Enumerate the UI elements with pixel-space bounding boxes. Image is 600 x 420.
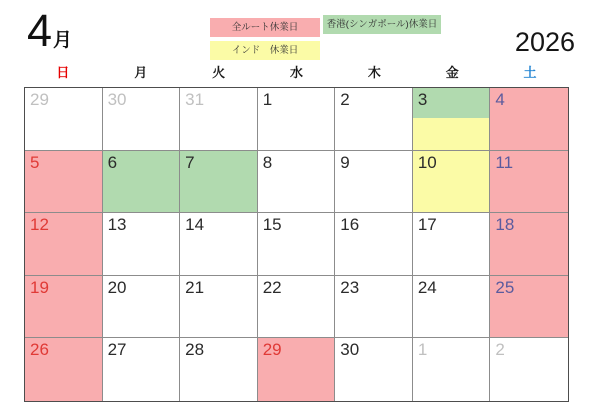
date-number: 30 xyxy=(107,90,127,109)
date-cell-week2-sun xyxy=(25,151,103,214)
date-number: 20 xyxy=(107,277,127,297)
date-cell-week3-sat xyxy=(490,213,568,276)
date-number: 22 xyxy=(262,277,282,297)
date-number: 9 xyxy=(340,152,350,172)
date-cell-week3-sun xyxy=(25,213,103,276)
date-number: 24 xyxy=(417,277,437,297)
date-number: 23 xyxy=(340,277,360,297)
date-number: 30 xyxy=(340,340,360,360)
date-number: 1 xyxy=(262,90,273,109)
date-cell-week5-sat xyxy=(490,338,568,401)
date-number: 5 xyxy=(30,152,40,172)
weekday-wed: 水 xyxy=(289,65,303,80)
month-title xyxy=(27,6,72,56)
date-cell-week3-thu xyxy=(335,213,413,276)
date-number: 2 xyxy=(495,340,505,360)
weekday-thu: 木 xyxy=(367,65,381,80)
date-number: 18 xyxy=(495,215,515,235)
date-number: 3 xyxy=(417,90,428,109)
date-number: 4 xyxy=(495,90,505,109)
weekday-sun: 日 xyxy=(56,65,70,80)
weekday-tue: 火 xyxy=(212,65,226,80)
date-cell-week1-mon xyxy=(103,88,181,151)
date-number: 17 xyxy=(417,215,437,235)
date-cell-week4-fri xyxy=(413,276,491,339)
date-cell-week1-wed xyxy=(258,88,336,151)
date-cell-week4-thu xyxy=(335,276,413,339)
date-cell-week2-sat xyxy=(490,151,568,214)
date-number: 29 xyxy=(30,90,49,109)
date-cell-week2-tue xyxy=(180,151,258,214)
date-number: 6 xyxy=(107,152,118,172)
calendar-grid xyxy=(24,87,569,402)
date-number: 12 xyxy=(30,215,49,235)
legend-india-closed: インド 休業日 xyxy=(210,41,320,60)
date-cell-week4-mon xyxy=(103,276,181,339)
month-unit-label: 月 xyxy=(53,30,73,51)
date-cell-week5-fri xyxy=(413,338,491,401)
date-number: 2 xyxy=(340,90,350,109)
date-cell-week3-tue xyxy=(180,213,258,276)
date-cell-week1-fri xyxy=(413,88,491,151)
date-cell-week4-wed xyxy=(258,276,336,339)
date-cell-week5-sun xyxy=(25,338,103,401)
date-number: 8 xyxy=(262,152,273,172)
weekday-fri: 金 xyxy=(445,65,459,80)
date-cell-week3-fri xyxy=(413,213,491,276)
date-number: 14 xyxy=(185,215,205,235)
date-number: 26 xyxy=(30,340,49,360)
date-number: 13 xyxy=(107,215,127,235)
date-cell-week3-wed xyxy=(258,213,336,276)
date-number: 10 xyxy=(417,152,437,172)
year-label: 2026 xyxy=(514,27,575,57)
weekday-mon: 月 xyxy=(134,65,148,80)
date-cell-week1-tue xyxy=(180,88,258,151)
date-number: 21 xyxy=(185,277,205,297)
date-cell-week4-tue xyxy=(180,276,258,339)
legend-hongkong-singapore-closed: 香港(シンガポール)休業日 xyxy=(323,15,441,34)
date-number: 11 xyxy=(495,152,514,172)
date-cell-week4-sun xyxy=(25,276,103,339)
date-cell-week5-tue xyxy=(180,338,258,401)
date-number: 28 xyxy=(185,340,205,360)
date-cell-week5-wed xyxy=(258,338,336,401)
date-cell-week1-sun xyxy=(25,88,103,151)
date-number: 31 xyxy=(185,90,205,109)
date-cell-week3-mon xyxy=(103,213,181,276)
date-number: 7 xyxy=(185,152,195,172)
month-number: 4 xyxy=(27,5,52,56)
india-holiday-fill xyxy=(413,118,490,150)
date-number: 16 xyxy=(340,215,360,235)
date-cell-week5-mon xyxy=(103,338,181,401)
date-cell-week1-sat xyxy=(490,88,568,151)
date-cell-week2-wed xyxy=(258,151,336,214)
date-number: 29 xyxy=(262,340,282,360)
date-number: 1 xyxy=(417,340,428,360)
date-number: 19 xyxy=(30,277,49,297)
date-cell-week4-sat xyxy=(490,276,568,339)
date-cell-week1-thu xyxy=(335,88,413,151)
date-cell-week2-fri xyxy=(413,151,491,214)
date-cell-week2-thu xyxy=(335,151,413,214)
date-cell-week5-thu xyxy=(335,338,413,401)
weekday-header-row xyxy=(24,63,569,83)
date-number: 15 xyxy=(262,215,282,235)
date-number: 27 xyxy=(107,340,127,360)
weekday-sat: 土 xyxy=(523,65,537,80)
date-cell-week2-mon xyxy=(103,151,181,214)
legend-all-routes-closed: 全ルート休業日 xyxy=(210,18,320,37)
date-number: 25 xyxy=(495,277,515,297)
